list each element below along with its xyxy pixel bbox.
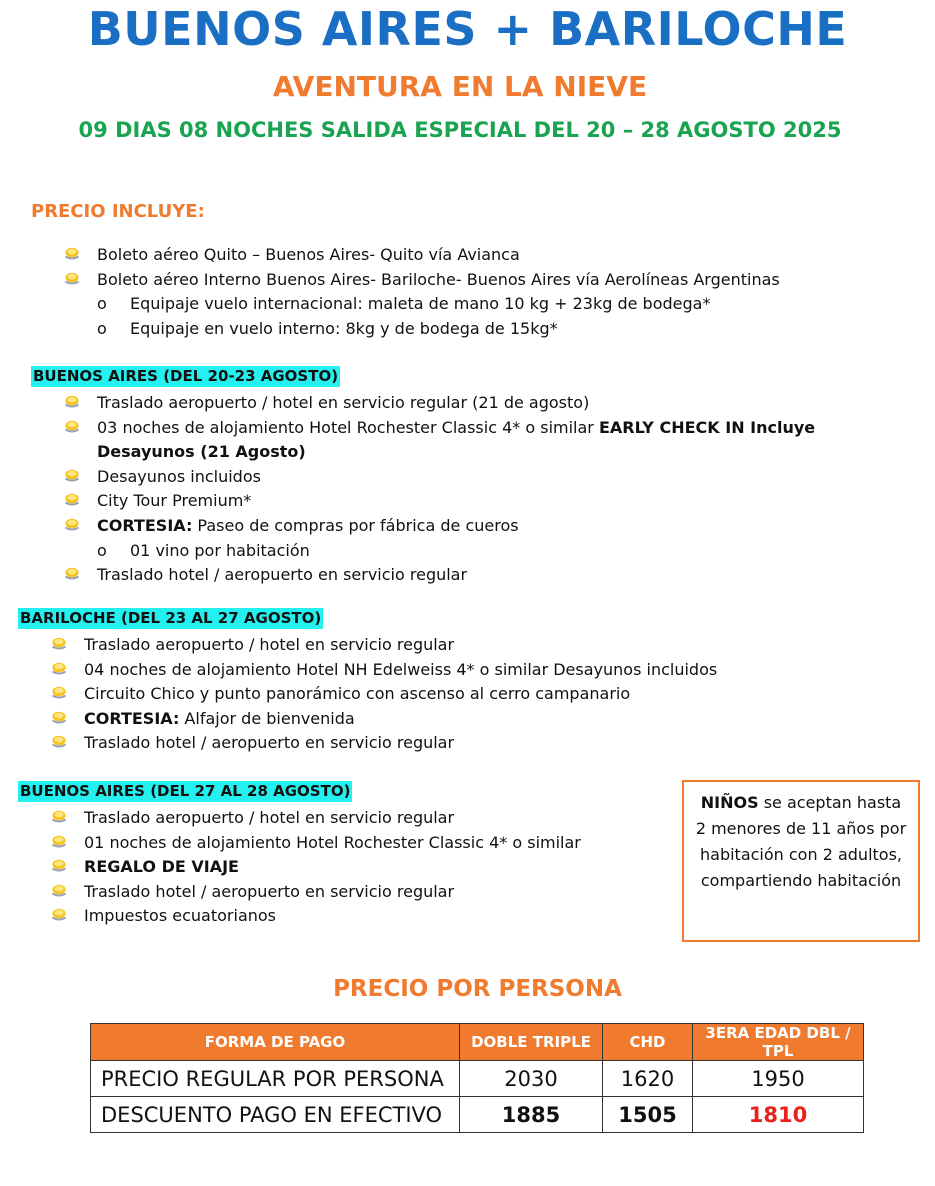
page-title: BUENOS AIRES + BARILOCHE xyxy=(87,2,848,56)
list-item: City Tour Premium* xyxy=(97,489,827,514)
list-item: Traslado hotel / aeropuerto en servicio regular xyxy=(97,563,827,588)
table-row xyxy=(91,1097,864,1133)
sub-list-item: o Equipaje en vuelo interno: 8kg y de bodega de 15kg* xyxy=(64,317,780,342)
list-item: Traslado aeropuerto / hotel en servicio regular xyxy=(84,806,581,831)
table-header: 3ERA EDAD DBL / TPL xyxy=(693,1024,864,1061)
section-heading-ba2: BUENOS AIRES (DEL 27 AL 28 AGOSTO) xyxy=(20,782,351,800)
list-item: Traslado hotel / aeropuerto en servicio regular xyxy=(84,731,717,756)
sun-bullet-icon xyxy=(64,272,80,286)
sun-bullet-icon xyxy=(51,637,67,651)
children-note xyxy=(682,780,920,942)
list-item: Traslado aeropuerto / hotel en servicio regular xyxy=(84,633,717,658)
table-header: CHD xyxy=(603,1024,693,1061)
circle-bullet-icon: o xyxy=(97,318,107,338)
ba1-list xyxy=(97,391,827,588)
table-cell: PRECIO REGULAR POR PERSONA xyxy=(91,1061,460,1097)
list-item: CORTESIA: Alfajor de bienvenida xyxy=(84,707,717,732)
list-item: 01 noches de alojamiento Hotel Rochester Classic 4* o similar xyxy=(84,831,581,856)
page-subtitle: AVENTURA EN LA NIEVE xyxy=(272,70,648,103)
section-heading-bariloche: BARILOCHE (DEL 23 AL 27 AGOSTO) xyxy=(20,609,322,627)
sun-bullet-icon xyxy=(51,835,67,849)
price-title: PRECIO POR PERSONA xyxy=(333,976,622,1002)
note-bold: NIÑOS xyxy=(700,793,759,812)
table-cell: 1950 xyxy=(693,1061,864,1097)
table-header: FORMA DE PAGO xyxy=(91,1024,460,1061)
table-header: DOBLE TRIPLE xyxy=(460,1024,603,1061)
list-item: 04 noches de alojamiento Hotel NH Edelweiss 4* o similar Desayunos incluidos xyxy=(84,658,717,683)
list-item: Traslado hotel / aeropuerto en servicio regular xyxy=(84,880,581,905)
ba2-list xyxy=(84,806,581,929)
sun-bullet-icon xyxy=(51,810,67,824)
trip-dates: 09 DIAS 08 NOCHES SALIDA ESPECIAL DEL 20 – 28 AGOSTO 2025 xyxy=(78,118,842,142)
list-item: Desayunos incluidos xyxy=(97,465,827,490)
sun-bullet-icon xyxy=(51,735,67,749)
sun-bullet-icon xyxy=(51,859,67,873)
circle-bullet-icon: o xyxy=(97,540,107,560)
table-cell: 1810 xyxy=(693,1097,864,1133)
sun-bullet-icon xyxy=(64,469,80,483)
bariloche-list xyxy=(84,633,717,756)
sun-bullet-icon xyxy=(51,711,67,725)
table-cell: 1505 xyxy=(603,1097,693,1133)
includes-title: PRECIO INCLUYE: xyxy=(31,201,205,222)
table-cell: 1885 xyxy=(460,1097,603,1133)
sun-bullet-icon xyxy=(51,662,67,676)
note-text: se aceptan hasta 2 menores de 11 años por habitación con 2 adultos, compartiendo habitación xyxy=(695,793,907,890)
sun-bullet-icon xyxy=(64,493,80,507)
list-item: REGALO DE VIAJE xyxy=(84,855,581,880)
table-row xyxy=(91,1061,864,1097)
table-header-row xyxy=(91,1024,864,1061)
price-table xyxy=(90,1023,864,1133)
sun-bullet-icon xyxy=(51,686,67,700)
sun-bullet-icon xyxy=(51,884,67,898)
list-item: Impuestos ecuatorianos xyxy=(84,904,581,929)
sun-bullet-icon xyxy=(64,420,80,434)
list-item: 03 noches de alojamiento Hotel Rochester Classic 4* o similar EARLY CHECK IN Incluye Desayunos (21 Agosto) xyxy=(97,416,827,465)
sun-bullet-icon xyxy=(64,518,80,532)
sun-bullet-icon xyxy=(51,908,67,922)
section-heading-ba1: BUENOS AIRES (DEL 20-23 AGOSTO) xyxy=(33,367,339,385)
list-item: Circuito Chico y punto panorámico con ascenso al cerro campanario xyxy=(84,682,717,707)
table-cell: DESCUENTO PAGO EN EFECTIVO xyxy=(91,1097,460,1133)
sun-bullet-icon xyxy=(64,247,80,261)
table-cell: 1620 xyxy=(603,1061,693,1097)
list-item: Boleto aéreo Interno Buenos Aires- Bariloche- Buenos Aires vía Aerolíneas Argentinas xyxy=(97,268,780,293)
list-item: CORTESIA: Paseo de compras por fábrica de cueros xyxy=(97,514,827,539)
circle-bullet-icon: o xyxy=(97,294,107,314)
sun-bullet-icon xyxy=(64,567,80,581)
sub-list-item: o 01 vino por habitación xyxy=(64,539,827,564)
list-item: Traslado aeropuerto / hotel en servicio regular (21 de agosto) xyxy=(97,391,827,416)
table-cell: 2030 xyxy=(460,1061,603,1097)
list-item: Boleto aéreo Quito – Buenos Aires- Quito vía Avianca xyxy=(97,243,780,268)
sub-list-item: o Equipaje vuelo internacional: maleta de mano 10 kg + 23kg de bodega* xyxy=(64,292,780,317)
includes-list xyxy=(97,243,780,341)
sun-bullet-icon xyxy=(64,395,80,409)
